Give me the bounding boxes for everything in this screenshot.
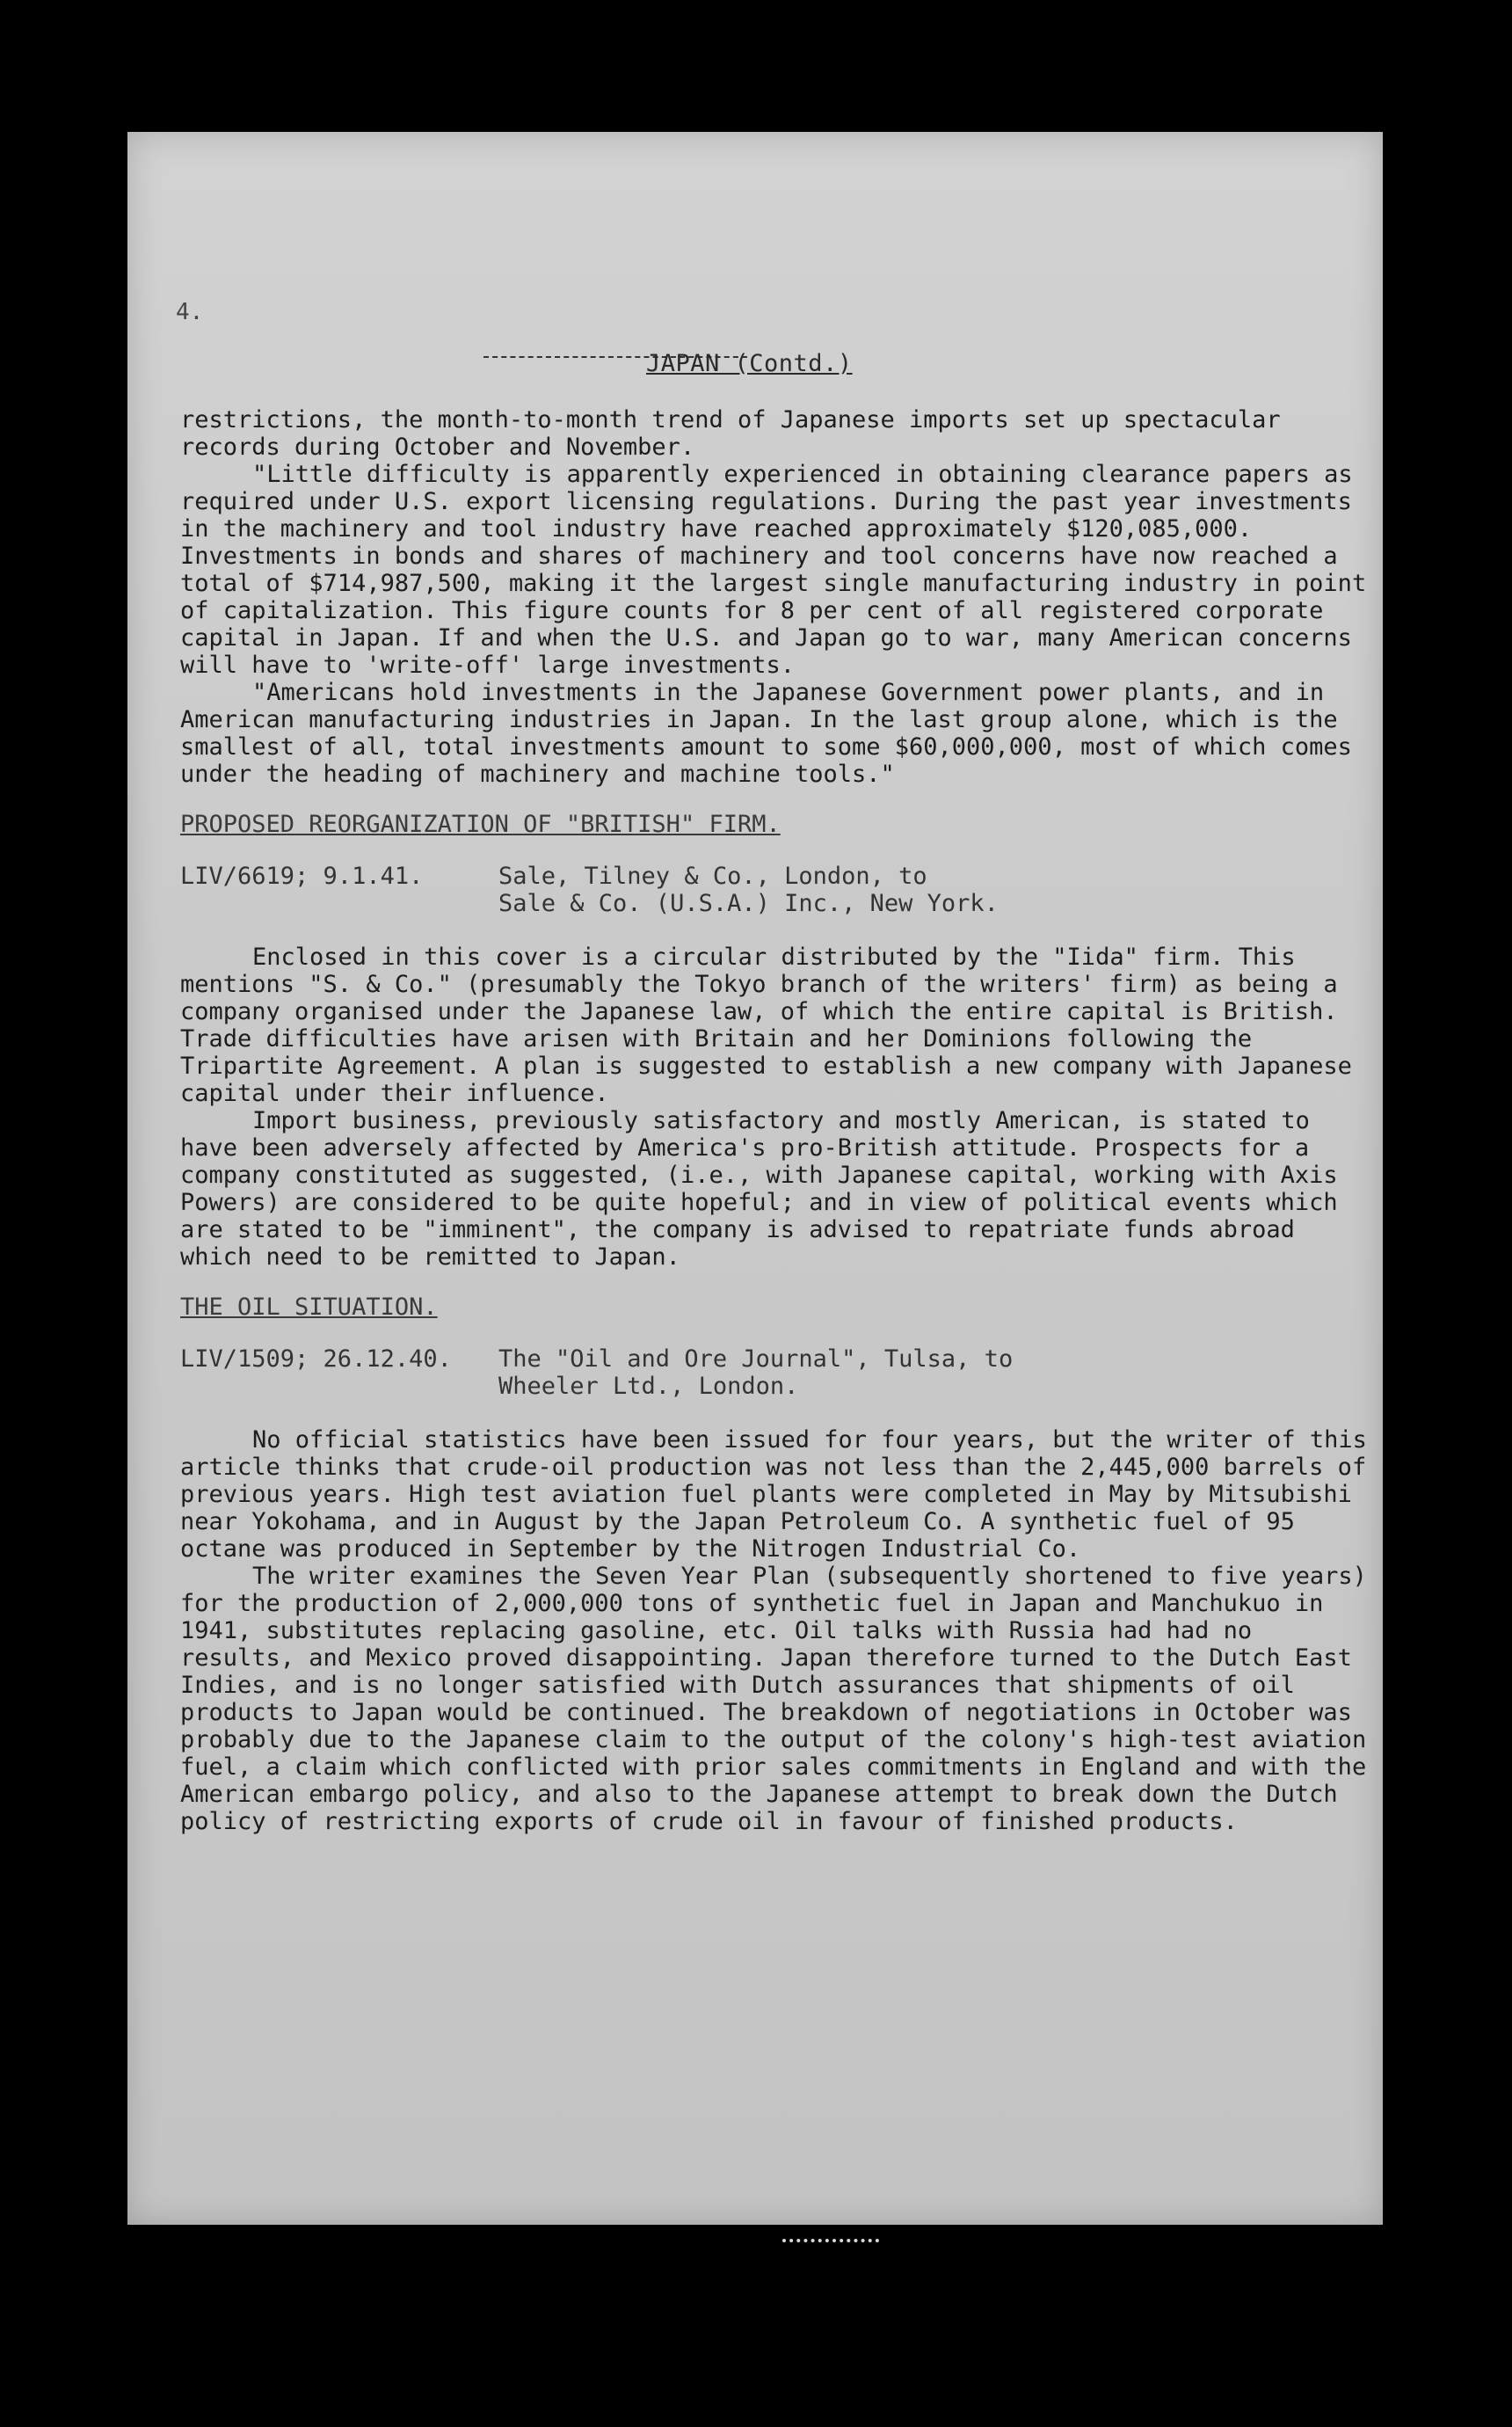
paragraph: "Little difficulty is apparently experienced in obtaining clearance papers as required under U.S. export licensing regulations. During the past year investments in the machinery and tool industry have reached approximately $120,085,000. Investments in bonds and shares of machinery and tool concerns have now reached a total of $714,987,500, making it the largest single manufacturing industry in point of capitalization. This figure counts for 8 per cent of all registered corporate capital in Japan. If and when the U.S. and Japan go to war, many American concerns will have to 'write-off' large investments. xyxy=(180,461,1381,679)
reference-description: Sale, Tilney & Co., London, to Sale & Co. (U.S.A.) Inc., New York. xyxy=(498,863,999,917)
reference-description: The "Oil and Ore Journal", Tulsa, to Wheeler Ltd., London. xyxy=(498,1345,1014,1400)
paragraph: No official statistics have been issued for four years, but the writer of this article thinks that crude-oil production was not less than the 2,445,000 barrels of previous years. High test aviation fuel plants were completed in May by Mitsubishi near Yokohama, and in August by the Japan Petroleum Co. A synthetic fuel of 95 octane was produced in September by the Nitrogen Industrial Co. xyxy=(180,1426,1382,1563)
page-number: 4. xyxy=(176,299,204,325)
section-title: PROPOSED REORGANIZATION OF "BRITISH" FIRM. xyxy=(180,811,781,838)
paragraph: restrictions, the month-to-month trend of Japanese imports set up spectacular records during October and November. xyxy=(180,406,1295,461)
document-body xyxy=(180,406,1382,1835)
document-page xyxy=(127,132,1383,2225)
reference-id: LIV/6619; 9.1.41. xyxy=(180,863,424,890)
paragraph: Import business, previously satisfactory and mostly American, is stated to have been adversely affected by America's pro-British attitude. Prospects for a company constituted as suggested, (i.e., with Japanese capital, working with Axis Powers) are considered to be quite hopeful; and in view of political events which are stated to be "imminent", the company is advised to repatriate funds abroad which need to be remitted to Japan. xyxy=(180,1107,1352,1271)
paragraph: "Americans hold investments in the Japanese Government power plants, and in American manufacturing industries in Japan. In the last group alone, which is the smallest of all, total investments amount to some $60,000,000, most of which comes under the heading of machinery and machine tools." xyxy=(180,679,1367,788)
paragraph: Enclosed in this cover is a circular distributed by the "Iida" firm. This mentions "S. & Co." (presumably the Tokyo branch of the writers' firm) as being a company organised under the Japanese law, of which the entire capital is British. Trade difficulties have arisen with Britain and her Dominions following the Tripartite Agreement. A plan is suggested to establish a new company with Japanese capital under their influence. xyxy=(180,944,1367,1107)
reference-id: LIV/1509; 26.12.40. xyxy=(180,1345,452,1373)
paragraph: The writer examines the Seven Year Plan (subsequently shortened to five years) for the production of 2,000,000 tons of synthetic fuel in Japan and Manchukuo in 1941, substitutes replacing gasoline, etc. Oil talks with Russia had had no results, and Mexico proved disappointing. Japan therefore turned to the Dutch East Indies, and is no longer satisfied with Dutch assurances that shipments of oil products to Japan would be continued. The breakdown of negotiations in October was probably due to the Japanese claim to the output of the colony's high-test aviation fuel, a claim which conflicted with prior sales commitments in England and with the American embargo policy, and also to the Japanese attempt to break down the Dutch policy of restricting exports of crude oil in favour of finished products. xyxy=(180,1563,1382,1835)
section-title: THE OIL SITUATION. xyxy=(180,1294,438,1321)
film-scratch-bottom xyxy=(782,2239,879,2253)
page-heading: JAPAN (Contd.) xyxy=(646,350,853,377)
reference-block xyxy=(180,863,1376,917)
reference-block xyxy=(180,1345,1376,1400)
